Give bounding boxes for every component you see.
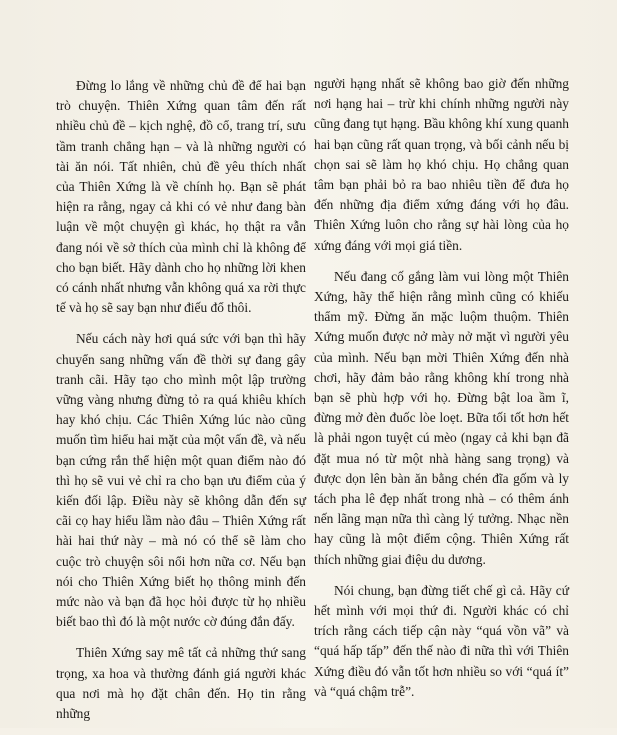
paragraph: Đừng lo lắng về những chủ đề để hai bạn trò chuyện. Thiên Xứng quan tâm đến rất nhiều chủ đề – kịch nghệ, đồ cổ, trang trí, sưu tầm tranh chẳng hạn – và là những người có tài ăn nói. Tất nhiên, chủ đề yêu thích nhất của Thiên Xứng là về chính họ. Bạn sẽ phát hiện ra rằng, ngay cả khi có vẻ như đang bàn luận về một chuyện gì khác, họ thật ra vẫn đang nói về sở thích của mình chỉ là không để cho bạn biết. Hãy dành cho họ những lời khen có cánh nhất nhưng vẫn không quá xa rời thực tế và họ sẽ say bạn như điếu đổ thôi. — [56, 78, 306, 316]
right-text-column — [314, 74, 569, 713]
paragraph-continued: người hạng nhất sẽ không bao giờ đến những nơi hạng hai – trừ khi chính những người này cũng đang tụt hạng. Bầu không khí xung quanh hai bạn cũng rất quan trọng, và bối cảnh nếu bị chọn sai sẽ làm họ khó chịu. Họ chẳng quan tâm bạn phải bỏ ra bao nhiêu tiền để đưa họ đến những địa điểm xứng đáng với họ đâu. Thiên Xứng luôn cho rằng sự hài lòng của họ xứng đáng với mọi giá tiền. — [314, 76, 569, 253]
paragraph: Thiên Xứng say mê tất cả những thứ sang trọng, xa hoa và thường đánh giá người khác qua nơi mà họ đặt chân đến. Họ tin rằng những — [56, 645, 306, 722]
left-text-column — [56, 76, 306, 735]
paragraph: Nếu đang cố gắng làm vui lòng một Thiên Xứng, hãy thể hiện rằng mình cũng có khiếu thẩm mỹ. Đừng ăn mặc luộm thuộm. Thiên Xứng muốn được nở mày nở mặt vì người yêu của mình. Nếu bạn mời Thiên Xứng đến nhà chơi, hãy đảm bảo rằng không khí trong nhà bạn sẽ phù hợp với họ. Đừng bật loa ầm ĩ, đừng mở đèn đuốc lòe loẹt. Bữa tối tốt hơn hết là phải ngon tuyệt cú mèo (ngay cả khi bạn đã đặt mua nó từ một nhà hàng sang trọng) và được dọn lên bàn ăn bằng chén đĩa gốm và ly tách pha lê đẹp nhất trong nhà – có thêm ánh nến lãng mạn nữa thì càng lý tưởng. Nhạc nền hay cũng là một điểm cộng. Thiên Xứng rất thích những giai điệu du dương. — [314, 268, 569, 567]
paragraph: Nói chung, bạn đừng tiết chế gì cả. Hãy cứ hết mình với mọi thứ đi. Người khác có chỉ trích rằng cách tiếp cận này “quá vồn vã” và “quá hấp tấp” đến thế nào đi nữa thì với Thiên Xứng điều đó vẫn tốt hơn nhiều so với “quá ít” và “quá chậm trễ”. — [314, 582, 569, 699]
paragraph: Nếu cách này hơi quá sức với bạn thì hãy chuyển sang những vấn đề thời sự đang gây tranh cãi. Hãy tạo cho mình một lập trường vững vàng nhưng đừng tỏ ra quá khiêu khích hay khó chịu. Các Thiên Xứng lúc nào cũng muốn tìm hiểu hai mặt của một vấn đề, và nếu bạn cứng rắn thể hiện một quan điểm nào đó thì họ sẽ vui vẻ chỉ ra cho bạn ưu điểm của ý kiến đối lập. Điều này sẽ không dẫn đến sự cãi cọ hay hiểu lầm nào đâu – Thiên Xứng rất hài hai thứ này – mà nó có thể sẽ làm cho cuộc trò chuyện sôi nổi hơn nữa cơ. Nếu bạn nói cho Thiên Xứng biết họ thông minh đến mức nào và bạn đã học hỏi được từ họ nhiều biết bao thì đó là một nước cờ đúng đắn đấy. — [56, 331, 306, 630]
